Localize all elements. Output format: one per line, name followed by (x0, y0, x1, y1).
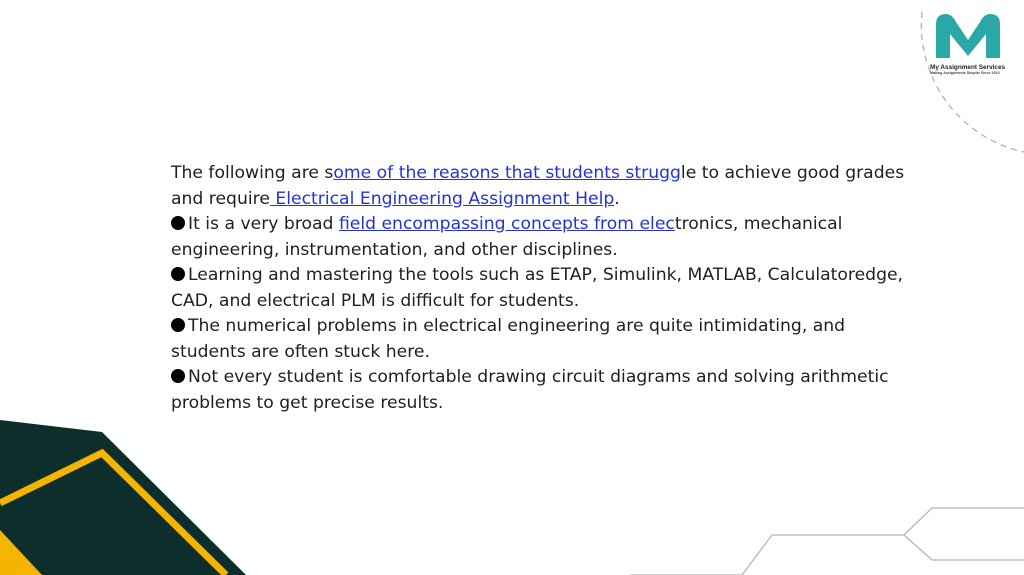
bottom-left-chevrons (0, 420, 246, 575)
intro-text-middle: le to achieve good grades and require (171, 163, 905, 209)
bullet-item (171, 365, 911, 416)
field-concepts-link[interactable]: field encompassing concepts from elec (338, 214, 675, 234)
bullet-item (171, 212, 911, 263)
brand-logo (930, 10, 1014, 75)
intro-text-start: The following are s (171, 163, 334, 183)
bullet-text: It is a very broad (188, 214, 339, 234)
bullet-icon (171, 267, 185, 281)
intro-text-end: . (614, 188, 620, 209)
bullet-icon (171, 369, 185, 383)
bullet-text: The numerical problems in electrical engineering are quite intimidating, and students are often stuck here. (171, 316, 846, 362)
brand-name: My Assignment Services (930, 64, 1006, 71)
bullet-text: tronics, mechanical engineering, instrumentation, and other disciplines. (171, 214, 843, 260)
bullet-icon (171, 216, 185, 230)
bullet-item (171, 314, 911, 365)
brand-tagline: Making Assignments Simpler Since 2010 (930, 71, 1000, 75)
m-logo-icon (930, 10, 1006, 62)
content-block (171, 161, 911, 416)
bullet-text: Not every student is comfortable drawing circuit diagrams and solving arithmetic problems to get precise results. (171, 367, 889, 413)
bullet-item (171, 263, 911, 314)
electrical-engineering-assignment-help-link[interactable]: Electrical Engineering Assignment Help (269, 188, 615, 209)
bottom-right-lines (630, 508, 1024, 575)
reasons-link[interactable]: ome of the reasons that students strugg (333, 163, 681, 183)
intro-paragraph (171, 161, 911, 212)
bullet-text: Learning and mastering the tools such as ETAP, Simulink, MATLAB, Calculatoredge, CAD, and electrical PLM is difficult for students. (171, 265, 904, 311)
bullet-icon (171, 318, 185, 332)
